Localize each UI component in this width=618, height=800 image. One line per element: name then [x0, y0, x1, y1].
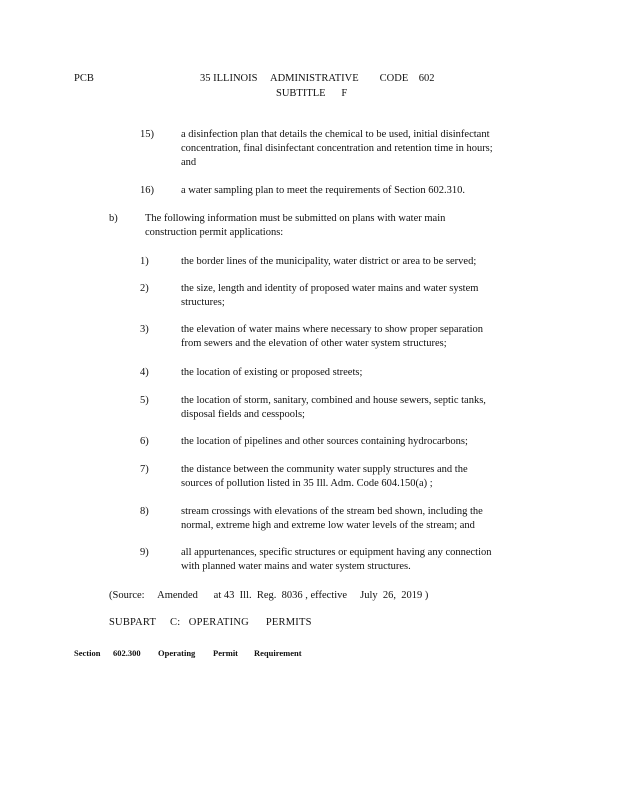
- item-number: 5): [140, 395, 149, 406]
- item-text: the elevation of water mains where necessary to show proper separation from sewers and the elevation of other water system structures;: [181, 324, 484, 349]
- item-text: all appurtenances, specific structures or equipment having any connection with planned water mains and water system structures.: [181, 547, 492, 572]
- item-text: the location of existing or proposed streets;: [181, 367, 363, 378]
- item-number: 3): [140, 324, 149, 335]
- item-number: 9): [140, 547, 149, 558]
- section-title-part: Requirement: [254, 648, 302, 658]
- subsection-label: b): [109, 213, 118, 224]
- header-agency: PCB: [74, 73, 94, 84]
- item-number: 2): [140, 283, 149, 294]
- item-number: 15): [140, 129, 154, 140]
- item-text: a water sampling plan to meet the requirements of Section 602.310.: [181, 185, 466, 196]
- section-title-part: Operating: [158, 648, 196, 658]
- item-text: the border lines of the municipality, water district or area to be served;: [181, 256, 477, 267]
- item-text: the size, length and identity of proposed water mains and water system structures;: [181, 283, 479, 308]
- item-number: 7): [140, 464, 149, 475]
- item-text: the location of storm, sanitary, combined and house sewers, septic tanks, disposal fields and cesspools;: [181, 395, 486, 420]
- header-subtitle: SUBTITLE F: [276, 88, 348, 99]
- item-number: 16): [140, 185, 154, 196]
- item-text: the distance between the community water supply structures and the sources of pollution listed in 35 Ill. Adm. Code 604.150(a) ;: [181, 464, 468, 489]
- section-number: 602.300: [113, 648, 141, 658]
- item-text: the location of pipelines and other sources containing hydrocarbons;: [181, 436, 468, 447]
- item-number: 4): [140, 367, 149, 378]
- item-number: 8): [140, 506, 149, 517]
- subpart-heading: SUBPART C: OPERATING PERMITS: [109, 617, 312, 628]
- item-number: 1): [140, 256, 149, 267]
- item-number: 6): [140, 436, 149, 447]
- item-text: stream crossings with elevations of the stream bed shown, including the normal, extreme high and extreme low water levels of the stream; and: [181, 506, 483, 531]
- item-text: a disinfection plan that details the chemical to be used, initial disinfectant concentration, final disinfectant concentration and retention time in hours; and: [181, 129, 493, 168]
- section-title-part: Permit: [213, 648, 239, 658]
- subsection-text: The following information must be submitted on plans with water main construction permit applications:: [145, 213, 446, 238]
- header-title: 35 ILLINOIS ADMINISTRATIVE CODE 602: [200, 73, 435, 84]
- section-word: Section: [74, 648, 101, 658]
- source-note: (Source: Amended at 43 Ill. Reg. 8036 , effective July 26, 2019 ): [109, 590, 429, 601]
